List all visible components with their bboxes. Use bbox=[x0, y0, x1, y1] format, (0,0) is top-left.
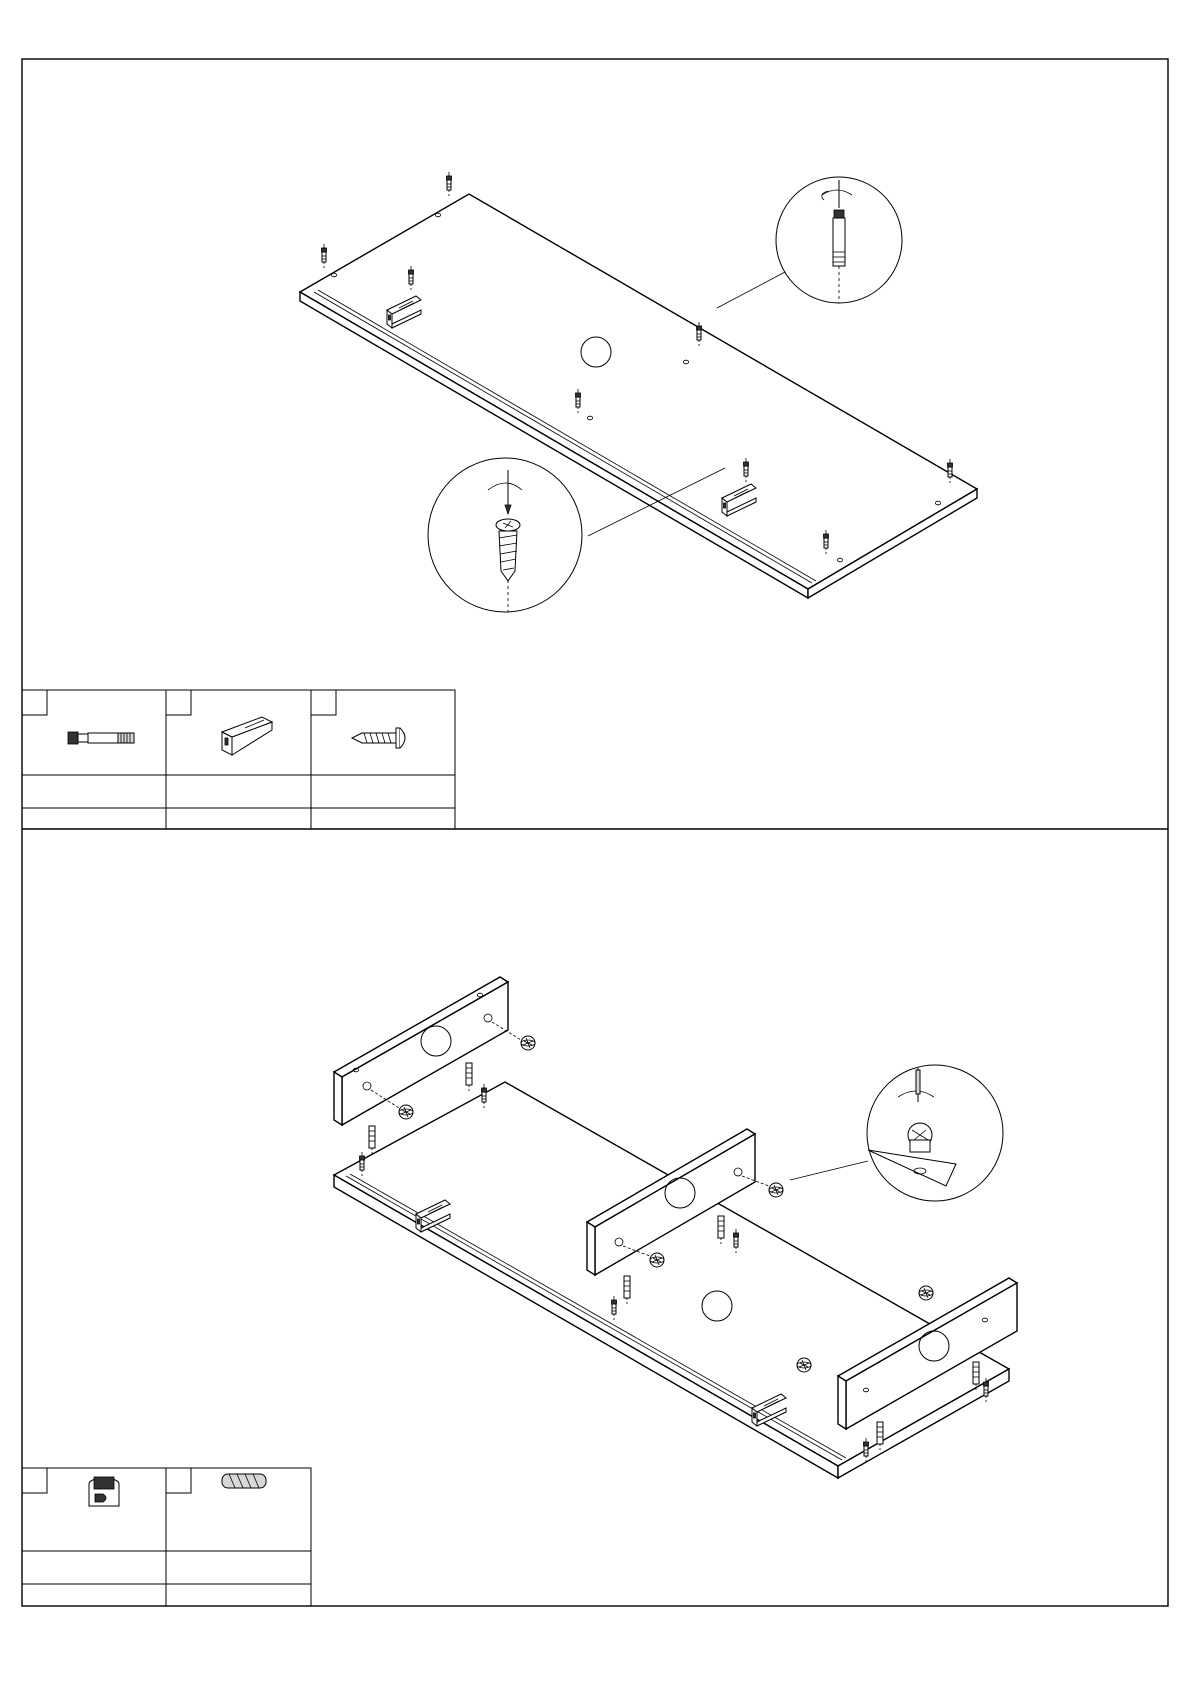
cam-lock bbox=[769, 1183, 783, 1197]
part-id-box bbox=[311, 690, 336, 715]
cam-bolt bbox=[322, 244, 327, 268]
step-2-parts-table bbox=[22, 1468, 311, 1606]
step-2-illustration bbox=[334, 977, 1017, 1478]
part-id-box bbox=[166, 1468, 191, 1493]
panel-top-face bbox=[300, 194, 977, 589]
cam-bolt bbox=[447, 172, 452, 196]
wooden-dowel-icon bbox=[222, 1474, 266, 1488]
part-id-box bbox=[22, 690, 47, 715]
wood-screw-icon bbox=[352, 728, 405, 748]
l-bracket-icon bbox=[222, 717, 272, 755]
dowel bbox=[369, 1126, 375, 1156]
cam-lock bbox=[521, 1036, 535, 1050]
cam-bolt-icon bbox=[68, 732, 134, 744]
step-1-parts-table bbox=[22, 690, 455, 829]
dowel bbox=[466, 1063, 472, 1093]
cam-lock bbox=[919, 1286, 933, 1300]
base-panel-top-face bbox=[334, 1082, 1009, 1466]
cam-lock-icon bbox=[89, 1477, 119, 1506]
step-1-illustration bbox=[300, 172, 977, 612]
part-id-box bbox=[22, 1468, 47, 1493]
cam-lock bbox=[650, 1253, 664, 1267]
cam-lock bbox=[797, 1358, 811, 1372]
part-id-box bbox=[166, 690, 191, 715]
cam-lock bbox=[399, 1105, 413, 1119]
